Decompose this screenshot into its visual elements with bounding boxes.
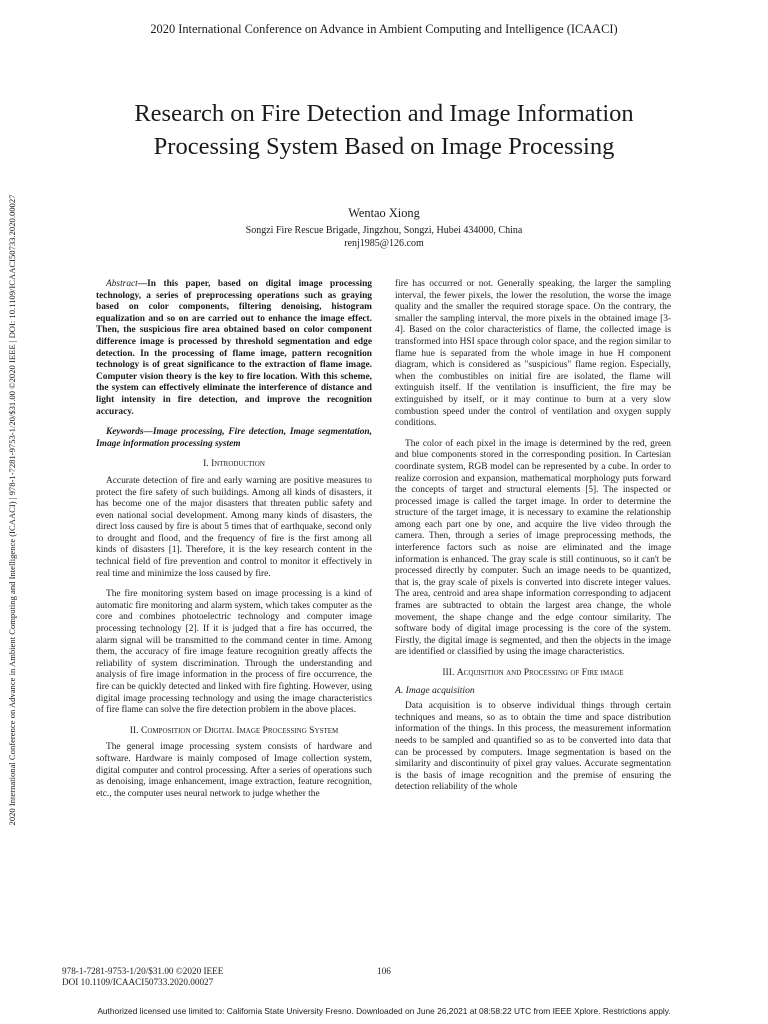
title-line-1: Research on Fire Detection and Image Information [134,100,634,127]
conference-header: 2020 International Conference on Advance in Ambient Computing and Intelligence (ICAACI) [150,22,618,36]
footer-isbn: 978-1-7281-9753-1/20/$31.00 ©2020 IEEE [62,966,224,976]
section-2-number: II. [129,724,139,736]
section-3-title: Acquisition and Processing of Fire image [456,667,624,678]
right-paragraph-1: fire has occurred or not. Generally speaking, the larger the sampling interval, the fewer pixels, the lower the resolution, the worse the image quality and the smaller the required storage space. On the contrary, the smaller the sampling interval, the more pixels in the obtained image [3-4]. Based on the color characteristics of flame, the collected image is transformed into HSI space through color space, and the region similar to flame hue is separated from the whole image in hue H component diagram, which is considered as "suspicious" flame region. Especially, when the combustibles on initial fire are isolated, the flame will extinguish itself. If the ventilation is insufficient, the fire may be extinguished by itself, or it may continue to burn at a very slow combustion speed under the control of ventilation and oxygen supply conditions. [395,279,671,429]
margin-citation-text: 2020 International Conference on Advance in Ambient Computing and Intelligence (ICAACI) | 978-1-7281-9753-1/20/$31.00 ©2020 IEEE | DOI: 10.1109/ICAACI50733.2020.00027 [7,194,17,826]
keywords-text: —Image processing, Fire detection, Image segmentation, Image information processing system [96,427,372,449]
keywords-label: Keywords [106,427,144,438]
right-paragraph-2: The color of each pixel in the image is determined by the red, green and blue components stored in the corresponding position. In Cartesian coordinate system, RGB model can be represented by a cube. In order to realize corrosion and expansion, mathematical morphology puts forward the concepts of target and structural elements [5]. The inspected or processed image is called the target image. In order to determine the structure of the target image, it is necessary to examine the relationship among each part one by one, and acquire the live video through the camera. Then, through a series of image preprocessing methods, the interference factors such as noise are eliminated and the image information is enhanced. The gray scale is still continuous, so it can't be processed directly by computer. Such an image needs to be quantized, that is, the gray scale of pixels is converted into discrete integer values. The area, centroid and area shape information corresponding to adjacent frames are subtracted to obtain the largest area change, the whole movement, the shape change and the edge contour similarity. The software body of digital image processing is the core of the system. Firstly, the digital image is segmented, and then the objects in the image are identified or classified by using the image characteristics. [395,438,671,658]
section-2-heading [96,725,372,737]
section-3-number: III. [442,667,455,678]
section-1-paragraph-2: The fire monitoring system based on image processing is a kind of automatic fire monitoring and alarm system, which takes computer as the core and combines photoelectric technology and computer image processing technology [2]. If it is judged that a fire has occurred, the alarm signal will be transmitted to the command center in time. Among them, the accuracy of fire image feature recognition greatly affects the reliability of system discrimination. Through the understanding and analysis of fire image information in the process of fire occurrence, the fire can be quickly detected and linked with fire fighting. However, using digital image processing technology and using the image characteristics of fire flame can solve the fire detection problem in the above places. [96,589,372,716]
author-affiliation [0,224,768,250]
keywords [96,427,372,450]
section-3-heading [395,667,671,679]
right-column [395,279,671,794]
license-notice: Authorized licensed use limited to: California State University Fresno. Downloaded on June 26,2021 at 08:58:22 UTC from IEEE Xplore. Restrictions apply. [97,1006,671,1016]
section-2-title: Composition of Digital Image Processing System [140,724,339,736]
abstract-text: —In this paper, based on digital image processing technology, a series of preprocessing operations such as graying based on color components, filtering denoising, histogram equalization and so on are carried out to enhance the image effect. Then, the suspicious fire area obtained based on color component difference image is processed by threshold segmentation and edge detection. In the processing of flame image, pattern recognition technology is of great significance to the extraction of flame image. Computer vision theory is the key to fire location. With this scheme, the system can effectively eliminate the interference of distance and light intensity in fire detection, and improve the recognition accuracy. [96,279,372,417]
abstract [96,279,372,418]
paper-title [70,97,698,163]
footer-doi: DOI 10.1109/ICAACI50733.2020.00027 [62,977,214,987]
abstract-label: Abstract [106,279,138,289]
section-1-heading [96,458,372,470]
right-paragraph-3: Data acquisition is to observe individual things through certain techniques and means, so as to obtain the time and space distribution information of the things. In this process, the measurement information needs to be sampled and quantified so as to be converted into data that can be processed by computers. Image segmentation is based on the similarity and discontinuity of pixel gray values. Accurate segmentation is the basis of image recognition and the premise of ensuring the detection reliability of the whole [395,701,671,793]
left-column [96,279,372,800]
title-line-2: Processing System Based on Image Processing [153,133,615,160]
subsection-a-heading: A. Image acquisition [395,684,475,696]
section-1-title: Introduction [211,458,265,470]
page-number: 106 [377,966,391,976]
affiliation-text: Songzi Fire Rescue Brigade, Jingzhou, Songzi, Hubei 434000, China [245,225,523,236]
section-1-paragraph-1: Accurate detection of fire and early warning are positive measures to protect the fire safety of such buildings. Among all kinds of disasters, it has become one of the major disasters that threaten public safety and even national social development. Among many kinds of disasters, the direct loss caused by fire is about 5 times that of earthquake, second only to drought and flood, and the frequency of fire is the first among all kinds of disasters [1]. Therefore, it is the key research content in the technical field of fire prevention and control to monitor it effectively in real time and minimize the loss caused by fire. [96,475,372,579]
section-2-paragraph-1: The general image processing system consists of hardware and software. Hardware is mainly composed of Image collection system, digital computer and control processing. After a series of operations such as denoising, image enhancement, image extraction, feature recognition, etc., the computer uses neural network to judge whether the [96,742,372,799]
author-email: renj1985@126.com [344,238,424,249]
author-name: Wentao Xiong [348,206,420,220]
section-1-number: I. [203,458,209,470]
